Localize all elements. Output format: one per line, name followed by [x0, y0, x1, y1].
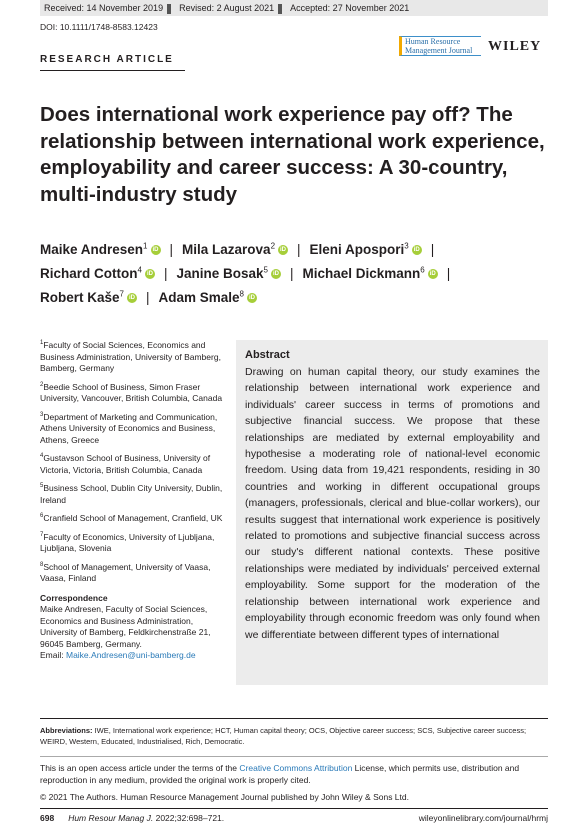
orcid-icon[interactable]: iD: [152, 247, 159, 254]
orcid-icon[interactable]: iD: [249, 295, 255, 302]
author-8[interactable]: Adam Smale$^8$ iD: [158, 289, 255, 305]
license-link[interactable]: Creative Commons Attribution: [239, 763, 353, 773]
affiliation: $^5$Business School, Dublin City University, Dublin, Ireland: [40, 483, 223, 505]
author-list: Maike Andresen$^1$ iD | Mila Lazarova$^2$ iD | Eleni Apospori$^3$ iD | Richard Cotton$^4$ iD | Janine Bosak$^5$ iD | Michael Dickmann$^6$ iD | Robert Kaše$^7$ iD | Adam Smale$^8$ iD: [40, 241, 451, 305]
author-6[interactable]: Michael Dickmann$^6$ iD: [302, 265, 436, 281]
author-2[interactable]: Mila Lazarova$^2$ iD: [182, 241, 287, 257]
page-footer: [40, 812, 548, 824]
orcid-icon[interactable]: iD: [128, 295, 135, 302]
affiliation: $^8$School of Management, University of Vaasa, Vaasa, Finland: [40, 561, 211, 583]
orcid-icon[interactable]: iD: [429, 271, 436, 278]
affiliation: $^3$Department of Marketing and Communication, Athens University of Economics and Business, Athens, Greece: [40, 411, 218, 445]
accepted-date: Accepted: 27 November 2021: [290, 3, 410, 13]
divider: [40, 808, 548, 809]
abstract-body: Drawing on human capital theory, our study examines the relationship between international work experience and individuals' career success in terms of promotions and subjective financial success. We propose that these relationships are mediated by external employability and hypothesise a moderating role of national-level economic freedom. Using data from 19,421 respondents, residing in 30 countries and working in different occupational groups (managers, professionals, clerical and blue-collar workers), our results suggest that international work experience is positively related to promotions and subjective financial success across our study's different national contexts. These positive relationships were mediated by individuals' perceived external employability. Some support for the moderation of the relationship between international work experience and employability through economic freedom was only found when we differentiate between different types of international: [245, 366, 540, 641]
received-date: Received: 14 November 2019: [44, 3, 164, 13]
orcid-icon[interactable]: iD: [280, 247, 287, 254]
affiliation: $^1$Faculty of Social Sciences, Economics and Business Administration, University of Bamberg, Bamberg, Germany: [40, 340, 221, 373]
license-notice: This is an open access article under the terms of the Creative Commons Attribution License, which permits use, distribution and reproduction in any medium, provided the original work is properly cited.: [40, 763, 520, 785]
revised-date: Revised: 2 August 2021: [179, 3, 275, 13]
orcid-icon[interactable]: iD: [146, 271, 153, 278]
affiliation: $^2$Beedie School of Business, Simon Fraser University, Vancouver, British Columbia, Canada: [40, 381, 223, 403]
divider: [40, 718, 548, 719]
correspondence-email: Email: Maike.Andresen@uni-bamberg.de: [40, 650, 196, 660]
citation-volume: 2022;32:698–721.: [153, 813, 225, 823]
correspondence-heading: Correspondence: [40, 592, 108, 603]
divider: [40, 70, 185, 71]
orcid-icon[interactable]: iD: [413, 247, 420, 254]
author-5[interactable]: Janine Bosak$^5$ iD: [176, 265, 279, 281]
affiliation: $^4$Gustavson School of Business, University of Victoria, Victoria, British Columbia, Canada: [40, 453, 211, 475]
author-1[interactable]: Maike Andresen$^1$ iD: [40, 241, 159, 257]
doi[interactable]: DOI: 10.1111/1748-8583.12423: [40, 22, 158, 32]
affiliation: $^6$Cranfield School of Management, Cranfield, UK: [40, 513, 223, 523]
publisher-logo: WILEY: [488, 39, 542, 54]
affiliations: [40, 340, 225, 662]
article-title: Does international work experience pay off? The relationship between international work experience, employability and career success: A 30-country, multi-industry study: [40, 103, 545, 206]
correspondence-address: Maike Andresen, Faculty of Social Sciences, Economics and Business Administration, University of Bamberg, Feldkirchenstraße 21, 96045 Bamberg, Germany.: [40, 604, 211, 649]
author-4[interactable]: Richard Cotton$^4$ iD: [40, 265, 153, 281]
abbreviations: Abbreviations: IWE, International work experience; HCT, Human capital theory; OCS, Objective career success; SCS, Subjective career success; WEIRD, Western, Educated, Industrialised, Rich, Democratic.: [40, 726, 527, 746]
orcid-icon[interactable]: iD: [272, 271, 279, 278]
page-number: 698: [40, 813, 55, 823]
copyright: © 2021 The Authors. Human Resource Management Journal published by John Wiley & Sons Ltd.: [40, 792, 409, 802]
divider: [40, 756, 548, 757]
dates-bar: [40, 0, 548, 16]
journal-logo: Human Resource Management Journal: [399, 36, 481, 56]
journal-citation: Hum Resour Manag J.: [68, 813, 154, 823]
journal-url[interactable]: wileyonlinelibrary.com/journal/hrmj: [418, 813, 548, 823]
author-3[interactable]: Eleni Apospori$^3$ iD: [309, 241, 420, 257]
abstract-heading: Abstract: [245, 349, 290, 361]
author-7[interactable]: Robert Kaše$^7$ iD: [40, 289, 135, 305]
affiliation: $^7$Faculty of Economics, University of Ljubljana, Ljubljana, Slovenia: [40, 531, 215, 553]
article-type: RESEARCH ARTICLE: [40, 54, 174, 65]
abstract-box: [236, 340, 548, 685]
email-link[interactable]: Maike.Andresen@uni-bamberg.de: [65, 650, 196, 660]
